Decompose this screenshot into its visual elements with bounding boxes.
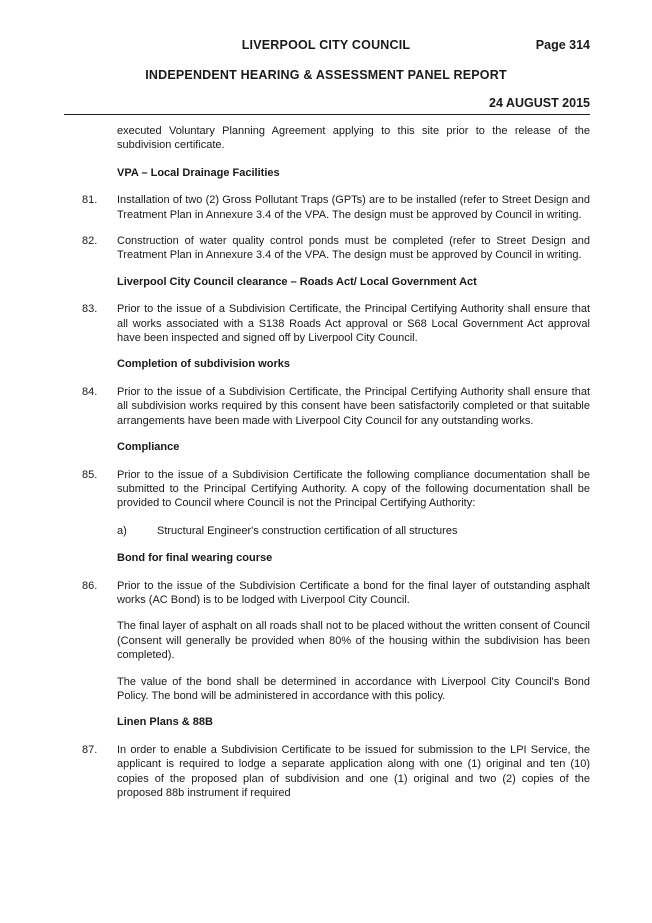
condition-87 xyxy=(82,743,590,801)
condition-84 xyxy=(82,385,590,428)
condition-text: Prior to the issue of a Subdivision Certificate the following compliance documentation shall be submitted to the Principal Certifying Authority. A copy of the following documentation shall be provided to Council where Council is not the Principal Certifying Authority: xyxy=(117,468,590,510)
item-label: a) xyxy=(117,524,127,537)
section-heading-linen: Linen Plans & 88B xyxy=(117,716,213,729)
condition-83 xyxy=(82,302,590,345)
condition-86-paragraph-2: The final layer of asphalt on all roads shall not to be placed without the written consent of Council (Consent will generally be provided when 80% of the housing within the subdivision has been completed). xyxy=(117,620,590,662)
condition-text: Installation of two (2) Gross Pollutant Traps (GPTs) are to be installed (refer to Street Design and Treatment Plan in Annexure 3.4 of the VPA. The design must be approved by Council in writing. xyxy=(117,194,590,221)
section-heading-completion: Completion of subdivision works xyxy=(117,358,290,371)
section-heading-bond: Bond for final wearing course xyxy=(117,552,273,565)
condition-number: 86. xyxy=(82,579,98,592)
condition-85 xyxy=(82,468,590,511)
header-row xyxy=(0,38,652,56)
condition-text: In order to enable a Subdivision Certificate to be issued for submission to the LPI Service, the applicant is required to lodge a separate application along with one (1) original and ten (10) copies of the proposed plan of subdivision and one (1) original and two (2) copies of the proposed 88b instrument if required xyxy=(117,743,590,799)
condition-86 xyxy=(82,579,590,608)
condition-81 xyxy=(82,193,590,222)
document-body xyxy=(0,124,652,800)
condition-text: Prior to the issue of a Subdivision Certificate, the Principal Certifying Authority shall ensure that all subdivision works required by this consent have been satisfactorily completed or that suitable arrangements have been made with Liverpool City Council for any outstanding works. xyxy=(117,385,590,427)
condition-82 xyxy=(82,234,590,263)
header-divider xyxy=(64,114,590,115)
condition-number: 87. xyxy=(82,743,98,756)
section-heading-clearance: Liverpool City Council clearance – Roads Act/ Local Government Act xyxy=(117,275,477,288)
condition-86-paragraph-3: The value of the bond shall be determined in accordance with Liverpool City Council's Bond Policy. The bond will be administered in accordance with this policy. xyxy=(117,675,590,702)
condition-text: Construction of water quality control ponds must be completed (refer to Street Design and Treatment Plan in Annexure 3.4 of the VPA. The design must be approved by Council in writing. xyxy=(117,235,590,262)
report-title: INDEPENDENT HEARING & ASSESSMENT PANEL REPORT xyxy=(145,68,507,82)
council-name: LIVERPOOL CITY COUNCIL xyxy=(241,38,411,52)
intro-paragraph: executed Voluntary Planning Agreement applying to this site prior to the release of the subdivision certificate. xyxy=(117,125,590,152)
condition-number: 83. xyxy=(82,303,98,316)
page-number: Page 314 xyxy=(535,38,590,52)
condition-number: 84. xyxy=(82,385,98,398)
report-date: 24 AUGUST 2015 xyxy=(489,96,590,110)
condition-number: 85. xyxy=(82,468,98,481)
condition-number: 81. xyxy=(82,194,98,207)
section-heading-vpa: VPA – Local Drainage Facilities xyxy=(117,166,280,179)
condition-text: Prior to the issue of a Subdivision Certificate, the Principal Certifying Authority shall ensure that all works associated with a S138 Roads Act approval or S68 Local Government Act approval have been inspected and signed off by Liverpool City Council. xyxy=(117,303,590,345)
section-heading-compliance: Compliance xyxy=(117,441,180,454)
condition-85-item-a xyxy=(117,524,590,538)
condition-number: 82. xyxy=(82,235,98,248)
item-text: Structural Engineer's construction certification of all structures xyxy=(157,524,458,537)
condition-text: Prior to the issue of the Subdivision Certificate a bond for the final layer of outstanding asphalt works (AC Bond) is to be lodged with Liverpool City Council. xyxy=(117,579,590,606)
